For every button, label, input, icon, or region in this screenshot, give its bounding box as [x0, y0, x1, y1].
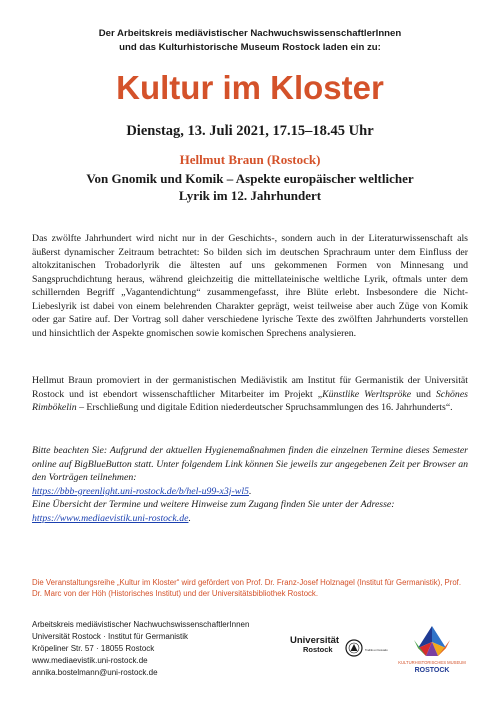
uni-logo-tagline: Traditio et Innovatio	[365, 649, 388, 652]
talk-title-line-1: Von Gnomik und Komik – Aspekte europäischer weltlicher	[86, 171, 414, 186]
funding-note: Die Veranstaltungsreihe „Kultur im Kloster“ wird gefördert von Prof. Dr. Franz-Josef Holznagel (Institut für Germanistik), Prof. Dr. Marc von der Höh (Historisches Institut) und der Universitätsbibliothek Rostock.	[32, 578, 461, 598]
notice-text-2: Eine Übersicht der Termine und weitere Hinweise zum Zugang finden Sie unter der Adresse:	[32, 499, 395, 510]
online-notice: Bitte beachten Sie: Aufgrund der aktuellen Hygienemaßnahmen finden die einzelnen Termine dieses Semester online auf BigBlueButton statt. Unter folgendem Link können Sie jeweils zur angegebenen Zeit per Browser an den Vorträgen teilnehmen: https://bbb-greenlight.uni-rostock.de/b/hel-u99-x3j-wl5. Eine Übersicht der Termine und weitere Hinweise zum Zugang finden Sie unter der Adresse: https://www.mediaevistik.uni-rostock.de.	[32, 445, 468, 524]
contact-website[interactable]: www.mediaevistik.uni-rostock.de	[32, 656, 148, 665]
bio-text-2: und	[411, 388, 436, 400]
museum-logo-line-1: KULTURHISTORISCHES MUSEUM	[398, 660, 466, 665]
contact-org: Arbeitskreis mediävistischer NachwuchswissenschaftlerInnen	[32, 620, 250, 629]
notice-text-1: Bitte beachten Sie: Aufgrund der aktuellen Hygienemaßnahmen finden die einzelnen Termine dieses Semester online auf BigBlueButton statt. Unter folgendem Link können Sie jeweils zur angegebenen Zeit per Browser an den Vorträgen teilnehmen:	[32, 445, 468, 483]
uni-logo-name-2: Rostock	[303, 645, 333, 654]
talk-title	[0, 170, 500, 204]
talk-title-line-2: Lyrik im 12. Jahrhundert	[178, 188, 322, 203]
event-date: Dienstag, 13. Juli 2021, 17.15–18.45 Uhr	[126, 123, 374, 139]
contact-address: Kröpeliner Str. 57 · 18055 Rostock	[32, 644, 155, 653]
kulturhistorisches-museum-logo	[392, 620, 472, 680]
museum-emblem-icon	[414, 626, 450, 656]
bio-text-1: Hellmut Braun promoviert in der germanistischen Mediävistik am Institut für Germanistik der Universität Rostock und ist ebendort wissenschaftlicher Mitarbeiter im Projekt „	[32, 375, 468, 400]
event-series-title: Kultur im Kloster	[116, 69, 384, 106]
bio-text-3: – Erschließung und digitale Edition niederdeutscher Spruchsammlungen des 16. Jahrhunderts“.	[76, 402, 453, 413]
contact-institute: Universität Rostock · Institut für Germanistik	[32, 632, 189, 641]
uni-seal-icon	[346, 640, 362, 656]
uni-logo-name-1: Universität	[290, 635, 340, 646]
inviter-text	[0, 27, 500, 55]
bio-project-title-1: Künstlike Werltspröke	[322, 388, 412, 400]
speaker-bio-paragraph	[32, 374, 468, 415]
bio-project-title-2: Schönes Rimbökelin	[32, 388, 468, 413]
bbb-link[interactable]: https://bbb-greenlight.uni-rostock.de/b/hel-u99-x3j-wl5	[32, 485, 249, 497]
inviter-line-1: Der Arbeitskreis mediävistischer NachwuchswissenschaftlerInnen	[98, 28, 402, 39]
museum-logo-line-2: ROSTOCK	[414, 667, 450, 674]
abstract-paragraph: Das zwölfte Jahrhundert wird nicht nur in der Geschichts-, sondern auch in der Literaturwissenschaft als äußerst dynamischer Zeitraum betrachtet: So bilden sich im deutschen Sprachraum unter dem Einfluss der altokzitanischen Trobadorlyrik die ältesten auf uns gekommenen Formen von Minnesang und Sangspruchdichtung heraus, während gleichzeitig die mittellateinische weltliche Lyrik, oftmals unter dem schillernden Begriff „Vagantendichtung“ zusammengefasst, ihre Blüte erlebt. Insbesondere die Nicht-Liebeslyrik ist dabei von einem belehrenden Charakter geprägt, weist teilweise aber auch Züge von Komik oder gar Satire auf. Der Vortrag soll daher verschiedene lyrische Texte des zwölften Jahrhunderts vorstellen und hinsichtlich der Aspekte gnomischen sowie komischen Sprechens analysieren.	[32, 233, 468, 339]
university-rostock-logo	[290, 630, 390, 664]
contact-block	[32, 619, 282, 679]
website-link[interactable]: https://www.mediaevistik.uni-rostock.de	[32, 512, 189, 524]
inviter-line-2: und das Kulturhistorische Museum Rostock laden ein zu:	[119, 42, 381, 53]
speaker-name: Hellmut Braun (Rostock)	[179, 152, 321, 167]
contact-email[interactable]: annika.bostelmann@uni-rostock.de	[32, 668, 158, 677]
